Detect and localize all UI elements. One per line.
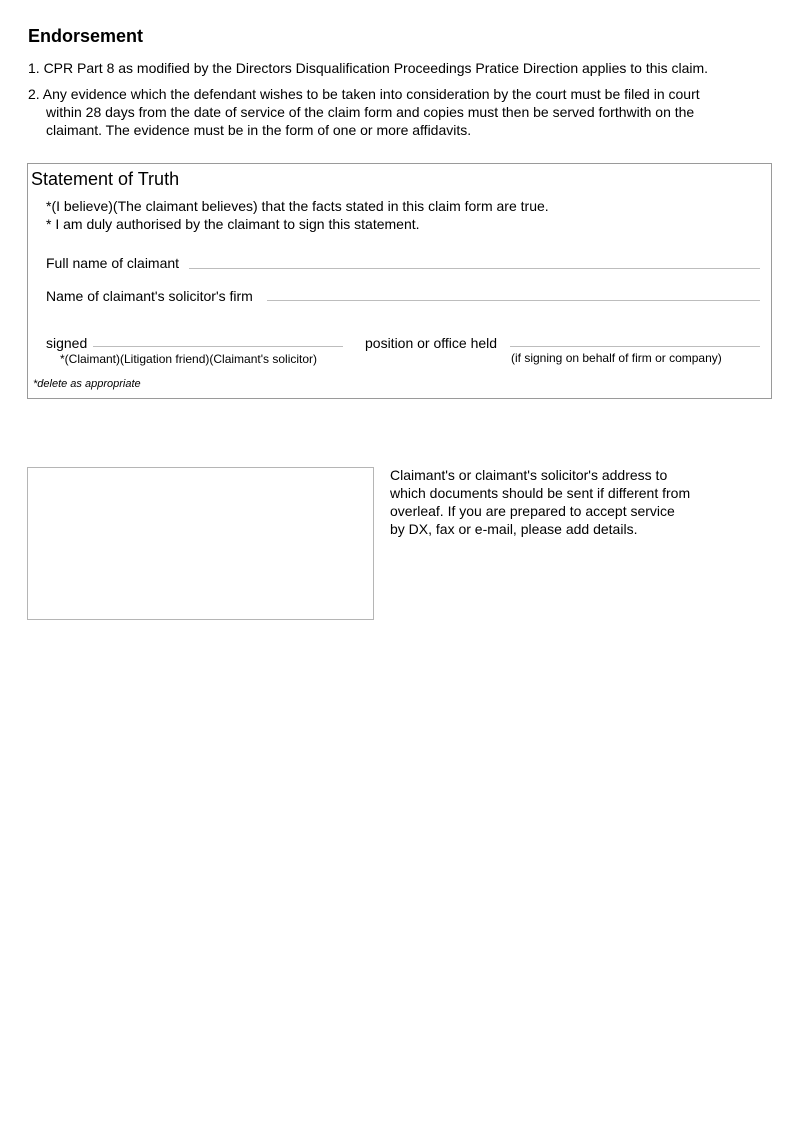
signed-label: signed <box>46 335 88 351</box>
address-instructions-line-1: Claimant's or claimant's solicitor's address to <box>390 467 668 483</box>
firm-field[interactable] <box>267 300 760 301</box>
position-field[interactable] <box>510 346 760 347</box>
full-name-label: Full name of claimant <box>46 255 180 271</box>
position-hint: (if signing on behalf of firm or company) <box>511 351 722 365</box>
address-instructions-line-4: by DX, fax or e-mail, please add details. <box>390 521 638 537</box>
delete-note: *delete as appropriate <box>33 378 141 390</box>
firm-label: Name of claimant's solicitor's firm <box>46 288 253 304</box>
statement-of-truth-title: Statement of Truth <box>31 169 180 189</box>
address-instructions <box>390 466 730 538</box>
signed-hint: *(Claimant)(Litigation friend)(Claimant's solicitor) <box>60 352 318 366</box>
statement-of-truth-text <box>46 197 549 233</box>
authorised-statement: * I am duly authorised by the claimant to sign this statement. <box>46 216 420 232</box>
position-label: position or office held <box>365 335 498 351</box>
endorsement-heading: Endorsement <box>28 26 144 46</box>
full-name-field[interactable] <box>189 268 760 269</box>
belief-statement: *(I believe)(The claimant believes) that the facts stated in this claim form are true. <box>46 198 549 214</box>
address-box-value <box>28 468 373 480</box>
endorsement-item-2-line-3: claimant. The evidence must be in the form of one or more affidavits. <box>46 122 472 138</box>
signature-field[interactable] <box>93 346 343 347</box>
endorsement-item-2 <box>28 85 758 139</box>
address-instructions-line-2: which documents should be sent if different from <box>390 485 691 501</box>
endorsement-item-2-line-1: 2. Any evidence which the defendant wishes to be taken into consideration by the court must be filed in court <box>28 86 700 102</box>
address-box[interactable] <box>27 467 374 620</box>
address-instructions-line-3: overleaf. If you are prepared to accept service <box>390 503 675 519</box>
endorsement-item-2-line-2: within 28 days from the date of service of the claim form and copies must then be served forthwith on the <box>46 104 695 120</box>
endorsement-item-1: 1. CPR Part 8 as modified by the Directors Disqualification Proceedings Pratice Direction applies to this claim. <box>28 60 709 76</box>
